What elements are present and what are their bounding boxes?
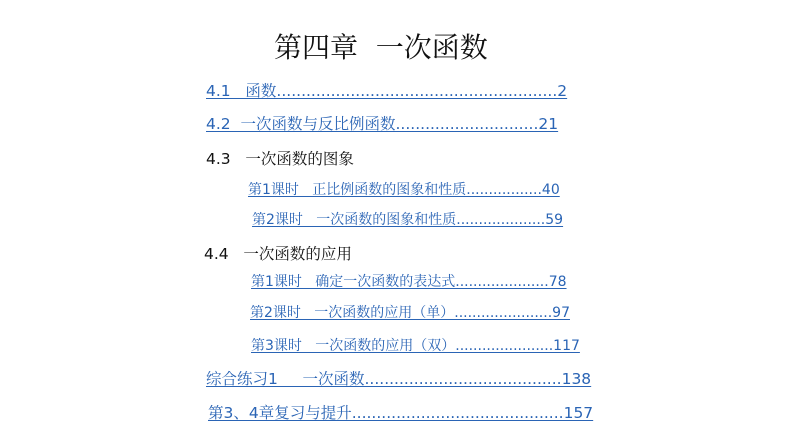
toc-link-4-1[interactable]: 4.1 函数.........................................................2 bbox=[206, 82, 568, 100]
toc-link-4-4-lesson-1[interactable]: 第1课时 确定一次函数的表达式.....................78 bbox=[251, 274, 567, 290]
chapter-title: 第四章 一次函数 bbox=[274, 31, 488, 64]
toc-link-4-4-lesson-3[interactable]: 第3课时 一次函数的应用（双）......................117 bbox=[251, 338, 580, 354]
toc-link-chapter-review[interactable]: 第3、4章复习与提升...........................................157 bbox=[208, 404, 594, 422]
toc-link-4-2[interactable]: 4.2 一次函数与反比例函数.............................21 bbox=[206, 115, 559, 133]
toc-link-4-3-lesson-1[interactable]: 第1课时 正比例函数的图象和性质.................40 bbox=[248, 182, 560, 198]
toc-link-4-4-lesson-2[interactable]: 第2课时 一次函数的应用（单）......................97 bbox=[250, 305, 570, 321]
toc-link-review-1[interactable]: 综合练习1 一次函数........................................138 bbox=[206, 370, 592, 388]
toc-heading-4-3: 4.3 一次函数的图象 bbox=[206, 150, 354, 168]
toc-link-4-3-lesson-2[interactable]: 第2课时 一次函数的图象和性质....................59 bbox=[252, 212, 564, 228]
toc-heading-4-4: 4.4 一次函数的应用 bbox=[204, 245, 352, 263]
